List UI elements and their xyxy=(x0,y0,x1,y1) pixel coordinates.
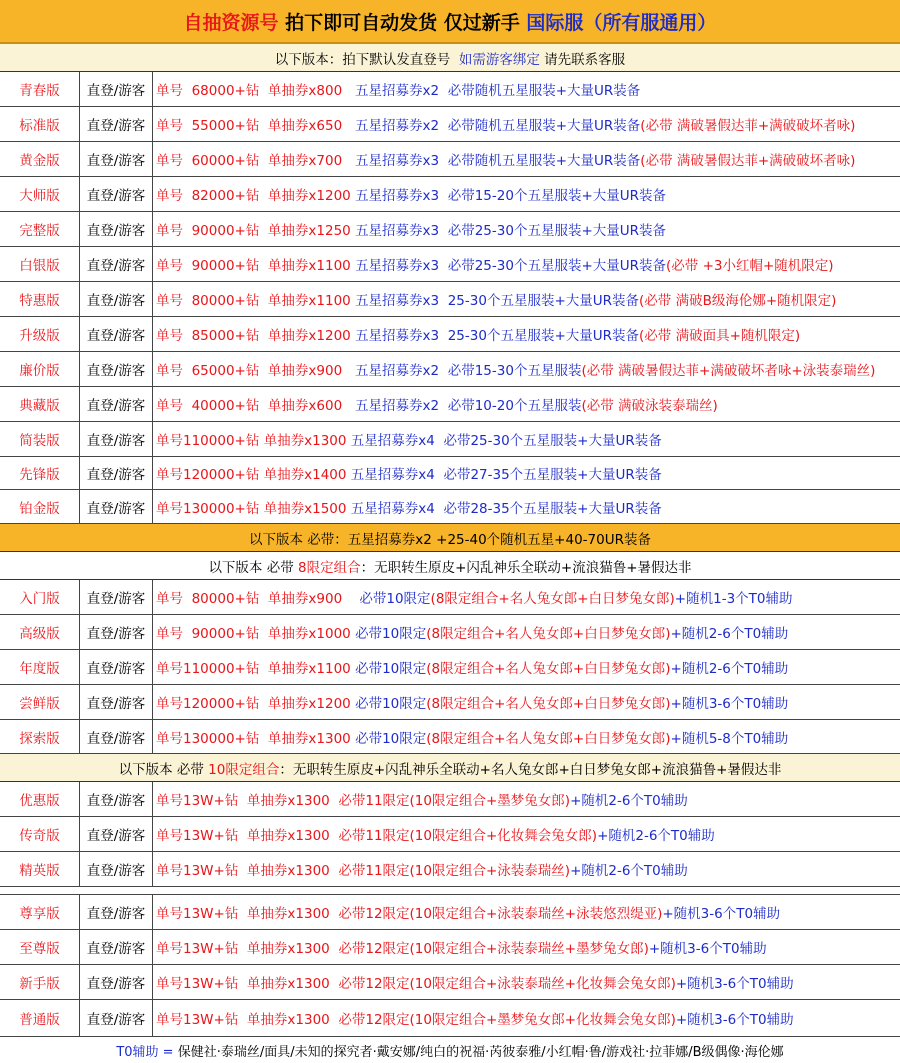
text-segment: T0辅助 = xyxy=(116,1044,178,1060)
band-1 xyxy=(0,44,900,72)
text-segment: +随机3-6个T0辅助 xyxy=(662,906,781,922)
table-row xyxy=(0,615,900,650)
version-name: 典藏版 xyxy=(0,387,80,421)
login-type: 直登/游客 xyxy=(80,177,153,211)
text-segment: 单号 82000+钻 单抽券x1200 xyxy=(156,188,356,204)
text-segment: (10限定组合+墨梦兔女郎+化妆舞会兔女郎) xyxy=(409,1012,676,1028)
version-contents xyxy=(153,212,900,246)
text-segment: +随机3-6个T0辅助 xyxy=(675,1012,794,1028)
version-name: 升级版 xyxy=(0,317,80,351)
text-segment: 单号 90000+钻 单抽券x1000 xyxy=(156,626,356,642)
version-name: 年度版 xyxy=(0,650,80,684)
table-row xyxy=(0,457,900,490)
text-segment: 五星招募券x3 必带25-30个五星服装+大量UR装备 xyxy=(355,223,667,239)
text-segment: 以下版本 必带 xyxy=(118,761,209,778)
text-segment: 单号13W+钻 单抽券x1300 必带12限定 xyxy=(156,941,410,957)
text-segment: 五星招募券x2 必带15-30个五星服装 xyxy=(350,363,582,379)
login-type: 直登/游客 xyxy=(80,817,153,851)
version-name: 先锋版 xyxy=(0,457,80,489)
text-segment: 单号13W+钻 单抽券x1300 必带12限定 xyxy=(156,976,410,992)
text-segment: (10限定组合+泳装泰瑞丝) xyxy=(409,863,571,879)
text-segment: ：无职转生原皮+闪乱神乐全联动+流浪猫鲁+暑假达非 xyxy=(360,559,692,576)
login-type: 直登/游客 xyxy=(80,247,153,281)
text-segment: 五星招募券x2 必带10-20个五星服装 xyxy=(350,398,582,414)
text-segment: 五星招募券x2 必带随机五星服装+大量UR装备 xyxy=(350,83,641,99)
text-segment: 必带10限定 xyxy=(355,730,427,747)
version-name: 普通版 xyxy=(0,1000,80,1036)
text-segment: (必带 满破暑假达菲+满破破坏者咏+泳装泰瑞丝) xyxy=(581,363,876,379)
table-row xyxy=(0,490,900,524)
text-segment: 五星招募券x4 必带27-35个五星服装+大量UR装备 xyxy=(350,467,662,483)
text-segment: (8限定组合+名人兔女郎+白日梦兔女郎) xyxy=(426,730,671,747)
text-segment: 五星招募券x3 25-30个五星服装+大量UR装备 xyxy=(355,328,640,344)
version-contents xyxy=(153,580,900,614)
text-segment: 必带10限定 xyxy=(355,661,427,677)
table-row xyxy=(0,142,900,177)
text-segment: (10限定组合+泳装泰瑞丝+墨梦兔女郎) xyxy=(409,941,649,957)
login-type: 直登/游客 xyxy=(80,650,153,684)
table-row xyxy=(0,895,900,930)
text-segment: 单号120000+钻 单抽券x1400 xyxy=(156,467,351,483)
login-type: 直登/游客 xyxy=(80,965,153,999)
version-contents xyxy=(153,177,900,211)
text-segment: 单号120000+钻 单抽券x1200 xyxy=(156,696,356,712)
login-type: 直登/游客 xyxy=(80,422,153,456)
text-segment: +随机2-6个T0辅助 xyxy=(670,661,789,677)
text-segment: (10限定组合+泳装泰瑞丝+泳装悠烈缇亚) xyxy=(409,906,663,922)
text-segment: 五星招募券x4 必带25-30个五星服装+大量UR装备 xyxy=(350,433,662,449)
table-row xyxy=(0,782,900,817)
text-segment: 必带10限定 xyxy=(355,626,427,642)
text-segment: 单号 40000+钻 单抽券x600 xyxy=(156,398,351,414)
table-row xyxy=(0,352,900,387)
version-name: 精英版 xyxy=(0,852,80,886)
version-contents xyxy=(153,72,900,106)
login-type: 直登/游客 xyxy=(80,352,153,386)
table-row xyxy=(0,650,900,685)
version-name: 特惠版 xyxy=(0,282,80,316)
version-name: 新手版 xyxy=(0,965,80,999)
login-type: 直登/游客 xyxy=(80,720,153,753)
table-spacer xyxy=(0,887,900,895)
text-segment: +随机1-3个T0辅助 xyxy=(674,591,793,607)
version-contents xyxy=(153,1000,900,1036)
text-segment: (必带 满破暑假达菲+满破破坏者咏) xyxy=(640,118,856,134)
text-segment: 单号110000+钻 单抽券x1300 xyxy=(156,433,351,449)
text-segment: 五星招募券x3 25-30个五星服装+大量UR装备 xyxy=(355,293,640,309)
table-row xyxy=(0,1000,900,1037)
version-contents xyxy=(153,782,900,816)
text-segment: 以下版本 必带 xyxy=(208,559,299,576)
version-name: 完整版 xyxy=(0,212,80,246)
version-contents xyxy=(153,422,900,456)
version-contents xyxy=(153,965,900,999)
text-segment: (8限定组合+名人兔女郎+白日梦兔女郎) xyxy=(426,626,671,642)
text-segment: 单号13W+钻 单抽券x1300 必带12限定 xyxy=(156,906,410,922)
text-segment: 单号 65000+钻 单抽券x900 xyxy=(156,363,351,379)
text-segment: ：无职转生原皮+闪乱神乐全联动+名人兔女郎+白日梦兔女郎+流浪猫鲁+暑假达非 xyxy=(279,761,782,778)
version-name: 优惠版 xyxy=(0,782,80,816)
text-segment: 请先联系客服 xyxy=(539,51,626,68)
text-segment: (必带 +3小红帽+随机限定) xyxy=(666,258,834,274)
version-contents xyxy=(153,720,900,753)
text-segment: 五星招募券x3 必带随机五星服装+大量UR装备 xyxy=(350,153,641,169)
text-segment: 单号 90000+钻 单抽券x1100 xyxy=(156,258,356,274)
text-segment: +随机2-6个T0辅助 xyxy=(670,626,789,642)
table-row xyxy=(0,282,900,317)
text-segment: 国际服（所有服通用） xyxy=(526,11,717,34)
version-name: 简装版 xyxy=(0,422,80,456)
version-name: 标准版 xyxy=(0,107,80,141)
login-type: 直登/游客 xyxy=(80,782,153,816)
text-segment: +随机2-6个T0辅助 xyxy=(570,793,688,809)
text-segment: 单号130000+钻 单抽券x1300 xyxy=(156,730,356,747)
version-contents xyxy=(153,317,900,351)
table-row xyxy=(0,72,900,107)
version-contents xyxy=(153,107,900,141)
table-row xyxy=(0,177,900,212)
text-segment: (10限定组合+泳装泰瑞丝+化妆舞会兔女郎) xyxy=(409,976,676,992)
text-segment: 单号 85000+钻 单抽券x1200 xyxy=(156,328,356,344)
version-contents xyxy=(153,930,900,964)
login-type: 直登/游客 xyxy=(80,615,153,649)
text-segment: 单号 68000+钻 单抽券x800 xyxy=(156,83,351,99)
text-segment: (必带 满破暑假达菲+满破破坏者咏) xyxy=(640,153,856,169)
version-contents xyxy=(153,852,900,886)
table-row xyxy=(0,212,900,247)
text-segment: 单号 80000+钻 单抽券x900 xyxy=(156,591,356,607)
text-segment: (8限定组合+名人兔女郎+白日梦兔女郎) xyxy=(430,591,675,607)
version-name: 高级版 xyxy=(0,615,80,649)
login-type: 直登/游客 xyxy=(80,317,153,351)
text-segment: (必带 满破B级海伦娜+随机限定) xyxy=(639,293,837,309)
text-segment: 拍下即可自动发货 仅过新手 xyxy=(278,11,527,34)
text-segment: 保健社·泰瑞丝/面具/未知的探究者·戴安娜/纯白的祝福·芮彼泰雅/小红帽·鲁/游戏社·拉菲娜/B级偶像·海伦娜 xyxy=(177,1044,784,1060)
text-segment: (8限定组合+名人兔女郎+白日梦兔女郎) xyxy=(426,661,671,677)
table-row xyxy=(0,387,900,422)
page-title xyxy=(0,0,900,44)
text-segment: 单号 80000+钻 单抽券x1100 xyxy=(156,293,356,309)
version-contents xyxy=(153,282,900,316)
version-name: 探索版 xyxy=(0,720,80,753)
version-name: 铂金版 xyxy=(0,490,80,523)
text-segment: +随机3-6个T0辅助 xyxy=(670,696,789,712)
band-4 xyxy=(0,754,900,782)
text-segment: +随机3-6个T0辅助 xyxy=(648,941,767,957)
table-row xyxy=(0,685,900,720)
text-segment: 如需游客绑定 xyxy=(458,51,540,68)
text-segment: +随机5-8个T0辅助 xyxy=(670,730,789,747)
text-segment: (10限定组合+墨梦兔女郎) xyxy=(409,793,571,809)
table-row xyxy=(0,422,900,457)
login-type: 直登/游客 xyxy=(80,930,153,964)
text-segment: 单号 55000+钻 单抽券x650 xyxy=(156,118,351,134)
login-type: 直登/游客 xyxy=(80,685,153,719)
text-segment: 单号130000+钻 单抽券x1500 xyxy=(156,500,351,517)
text-segment: (8限定组合+名人兔女郎+白日梦兔女郎) xyxy=(426,696,671,712)
login-type: 直登/游客 xyxy=(80,142,153,176)
text-segment: 8限定组合 xyxy=(298,559,361,576)
version-name: 尊享版 xyxy=(0,895,80,929)
version-contents xyxy=(153,615,900,649)
table-row xyxy=(0,965,900,1000)
table-row xyxy=(0,817,900,852)
version-name: 至尊版 xyxy=(0,930,80,964)
text-segment: 五星招募券x4 必带28-35个五星服装+大量UR装备 xyxy=(350,500,662,517)
text-segment: 必带10限定 xyxy=(355,696,427,712)
version-name: 青春版 xyxy=(0,72,80,106)
version-contents xyxy=(153,142,900,176)
table-row xyxy=(0,247,900,282)
version-contents xyxy=(153,387,900,421)
version-contents xyxy=(153,247,900,281)
table-row xyxy=(0,107,900,142)
version-name: 廉价版 xyxy=(0,352,80,386)
login-type: 直登/游客 xyxy=(80,212,153,246)
text-segment: 单号13W+钻 单抽券x1300 必带11限定 xyxy=(156,863,410,879)
login-type: 直登/游客 xyxy=(80,72,153,106)
text-segment: 以下版本：拍下默认发直登号 xyxy=(274,51,459,68)
text-segment: (必带 满破面具+随机限定) xyxy=(639,328,801,344)
text-segment: +随机2-6个T0辅助 xyxy=(597,828,715,844)
text-segment: 单号110000+钻 单抽券x1100 xyxy=(156,661,356,677)
version-contents xyxy=(153,352,900,386)
version-name: 黄金版 xyxy=(0,142,80,176)
version-contents xyxy=(153,895,900,929)
text-segment: (10限定组合+化妆舞会兔女郎) xyxy=(409,828,598,844)
version-contents xyxy=(153,490,900,523)
login-type: 直登/游客 xyxy=(80,282,153,316)
text-segment: 单号13W+钻 单抽券x1300 必带11限定 xyxy=(156,793,410,809)
login-type: 直登/游客 xyxy=(80,107,153,141)
login-type: 直登/游客 xyxy=(80,1000,153,1036)
text-segment: 10限定组合 xyxy=(208,761,280,778)
text-segment: 五星招募券x3 必带25-30个五星服装+大量UR装备 xyxy=(355,258,667,274)
version-name: 入门版 xyxy=(0,580,80,614)
text-segment: (必带 满破泳装泰瑞丝) xyxy=(581,398,718,414)
version-contents xyxy=(153,685,900,719)
table-row xyxy=(0,930,900,965)
band-2 xyxy=(0,524,900,552)
version-contents xyxy=(153,650,900,684)
login-type: 直登/游客 xyxy=(80,895,153,929)
text-segment: 五星招募券x2 必带随机五星服装+大量UR装备 xyxy=(350,118,641,134)
text-segment: +随机3-6个T0辅助 xyxy=(675,976,794,992)
t0-support-note xyxy=(0,1037,900,1063)
text-segment: 五星招募券x3 必带15-20个五星服装+大量UR装备 xyxy=(355,188,667,204)
text-segment: 必带10限定 xyxy=(355,591,431,607)
version-name: 大师版 xyxy=(0,177,80,211)
table-row xyxy=(0,580,900,615)
table-row xyxy=(0,720,900,754)
version-name: 传奇版 xyxy=(0,817,80,851)
text-segment: 以下版本 必带：五星招募券x2 +25-40个随机五星+40-70UR装备 xyxy=(248,531,651,548)
text-segment: 自抽资源号 xyxy=(183,11,279,34)
login-type: 直登/游客 xyxy=(80,852,153,886)
version-name: 白银版 xyxy=(0,247,80,281)
login-type: 直登/游客 xyxy=(80,457,153,489)
text-segment: +随机2-6个T0辅助 xyxy=(570,863,688,879)
version-contents xyxy=(153,817,900,851)
table-row xyxy=(0,852,900,887)
text-segment: 单号 90000+钻 单抽券x1250 xyxy=(156,223,356,239)
login-type: 直登/游客 xyxy=(80,490,153,523)
band-3 xyxy=(0,552,900,580)
text-segment: 单号13W+钻 单抽券x1300 必带11限定 xyxy=(156,828,410,844)
text-segment: 单号 60000+钻 单抽券x700 xyxy=(156,153,351,169)
login-type: 直登/游客 xyxy=(80,387,153,421)
text-segment: 单号13W+钻 单抽券x1300 必带12限定 xyxy=(156,1012,410,1028)
login-type: 直登/游客 xyxy=(80,580,153,614)
version-name: 尝鲜版 xyxy=(0,685,80,719)
table-row xyxy=(0,317,900,352)
version-contents xyxy=(153,457,900,489)
